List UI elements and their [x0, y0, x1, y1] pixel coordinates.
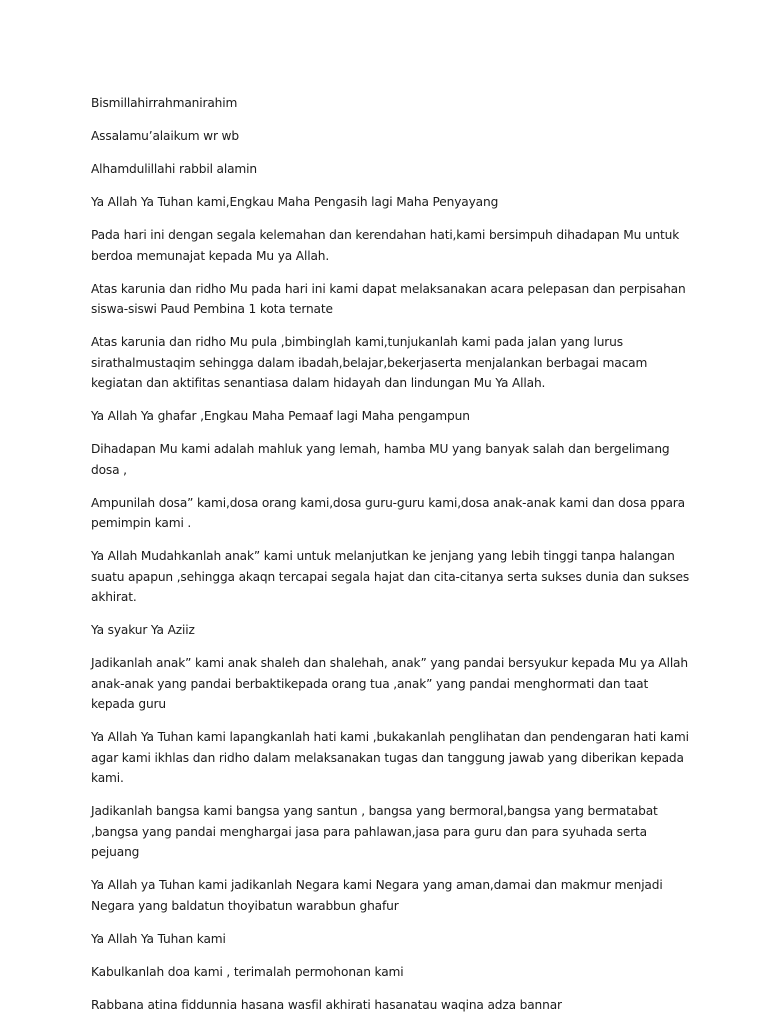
paragraph-bismillah: Bismillahirrahmanirahim: [91, 96, 238, 110]
paragraph-jadikanlah-bangsa: Jadikanlah bangsa kami bangsa yang santun , bangsa yang bermoral,bangsa yang bermatabat ,bangsa yang pandai menghargai jasa para pahlawan,jasa para guru dan para syuhada serta pejuang: [91, 804, 658, 859]
paragraph-jadikanlah-anak: Jadikanlah anak” kami anak shaleh dan shalehah, anak” yang pandai bersyukur kepada Mu ya Allah anak-anak yang pandai berbaktikepada orang tua ,anak” yang pandai menghormati dan taat kepada guru: [91, 656, 688, 711]
document-body: [91, 93, 691, 1028]
paragraph-ampunilah: Ampunilah dosa” kami,dosa orang kami,dosa guru-guru kami,dosa anak-anak kami dan dosa ppara pemimpin kami .: [91, 495, 685, 530]
paragraph-salam: Assalamu’alaikum wr wb: [91, 129, 239, 143]
paragraph-karunia-pelepasan: Atas karunia dan ridho Mu pada hari ini kami dapat melaksanakan acara pelepasan dan perpisahan siswa-siswi Paud Pembina 1 kota ternate: [91, 281, 686, 316]
paragraph-ya-syakur: Ya syakur Ya Aziiz: [91, 623, 195, 637]
paragraph-karunia-bimbinglah: Atas karunia dan ridho Mu pula ,bimbinglah kami,tunjukanlah kami pada jalan yang lurus sirathalmustaqim sehingga dalam ibadah,belajar,bekerjaserta menjalankan berbagai macam kegiatan dan aktifitas senantiasa dalam hidayah dan lindungan Mu Ya Allah.: [91, 335, 648, 390]
paragraph-ya-ghafar: Ya Allah Ya ghafar ,Engkau Maha Pemaaf lagi Maha pengampun: [91, 409, 470, 423]
paragraph-kabulkanlah: Kabulkanlah doa kami , terimalah permohonan kami: [91, 964, 404, 979]
paragraph-ya-allah-tuhan: Ya Allah Ya Tuhan kami: [91, 931, 226, 946]
paragraph-negara: Ya Allah ya Tuhan kami jadikanlah Negara kami Negara yang aman,damai dan makmur menjadi Negara yang baldatun thoyibatun warabbun ghafur: [91, 878, 663, 913]
paragraph-alhamdulillah: Alhamdulillahi rabbil alamin: [91, 162, 257, 176]
paragraph-rabbana: Rabbana atina fiddunnia hasana wasfil akhirati hasanatau waqina adza bannar: [91, 997, 562, 1012]
paragraph-lapangkanlah: Ya Allah Ya Tuhan kami lapangkanlah hati kami ,bukakanlah penglihatan dan pendengaran hati kami agar kami ikhlas dan ridho dalam melaksanakan tugas dan tanggung jawab yang diberikan kepada kami.: [91, 730, 689, 785]
paragraph-ya-allah-pengasih: Ya Allah Ya Tuhan kami,Engkau Maha Pengasih lagi Maha Penyayang: [91, 195, 499, 209]
paragraph-dihadapan: Dihadapan Mu kami adalah mahluk yang lemah, hamba MU yang banyak salah dan bergelimang dosa ,: [91, 442, 670, 477]
paragraph-kelemahan: Pada hari ini dengan segala kelemahan dan kerendahan hati,kami bersimpuh dihadapan Mu untuk berdoa memunajat kepada Mu ya Allah.: [91, 228, 680, 263]
paragraph-mudahkanlah: Ya Allah Mudahkanlah anak” kami untuk melanjutkan ke jenjang yang lebih tinggi tanpa halangan suatu apapun ,sehingga akaqn tercapai segala hajat dan cita-citanya serta sukses dunia dan sukses akhirat.: [91, 549, 690, 604]
